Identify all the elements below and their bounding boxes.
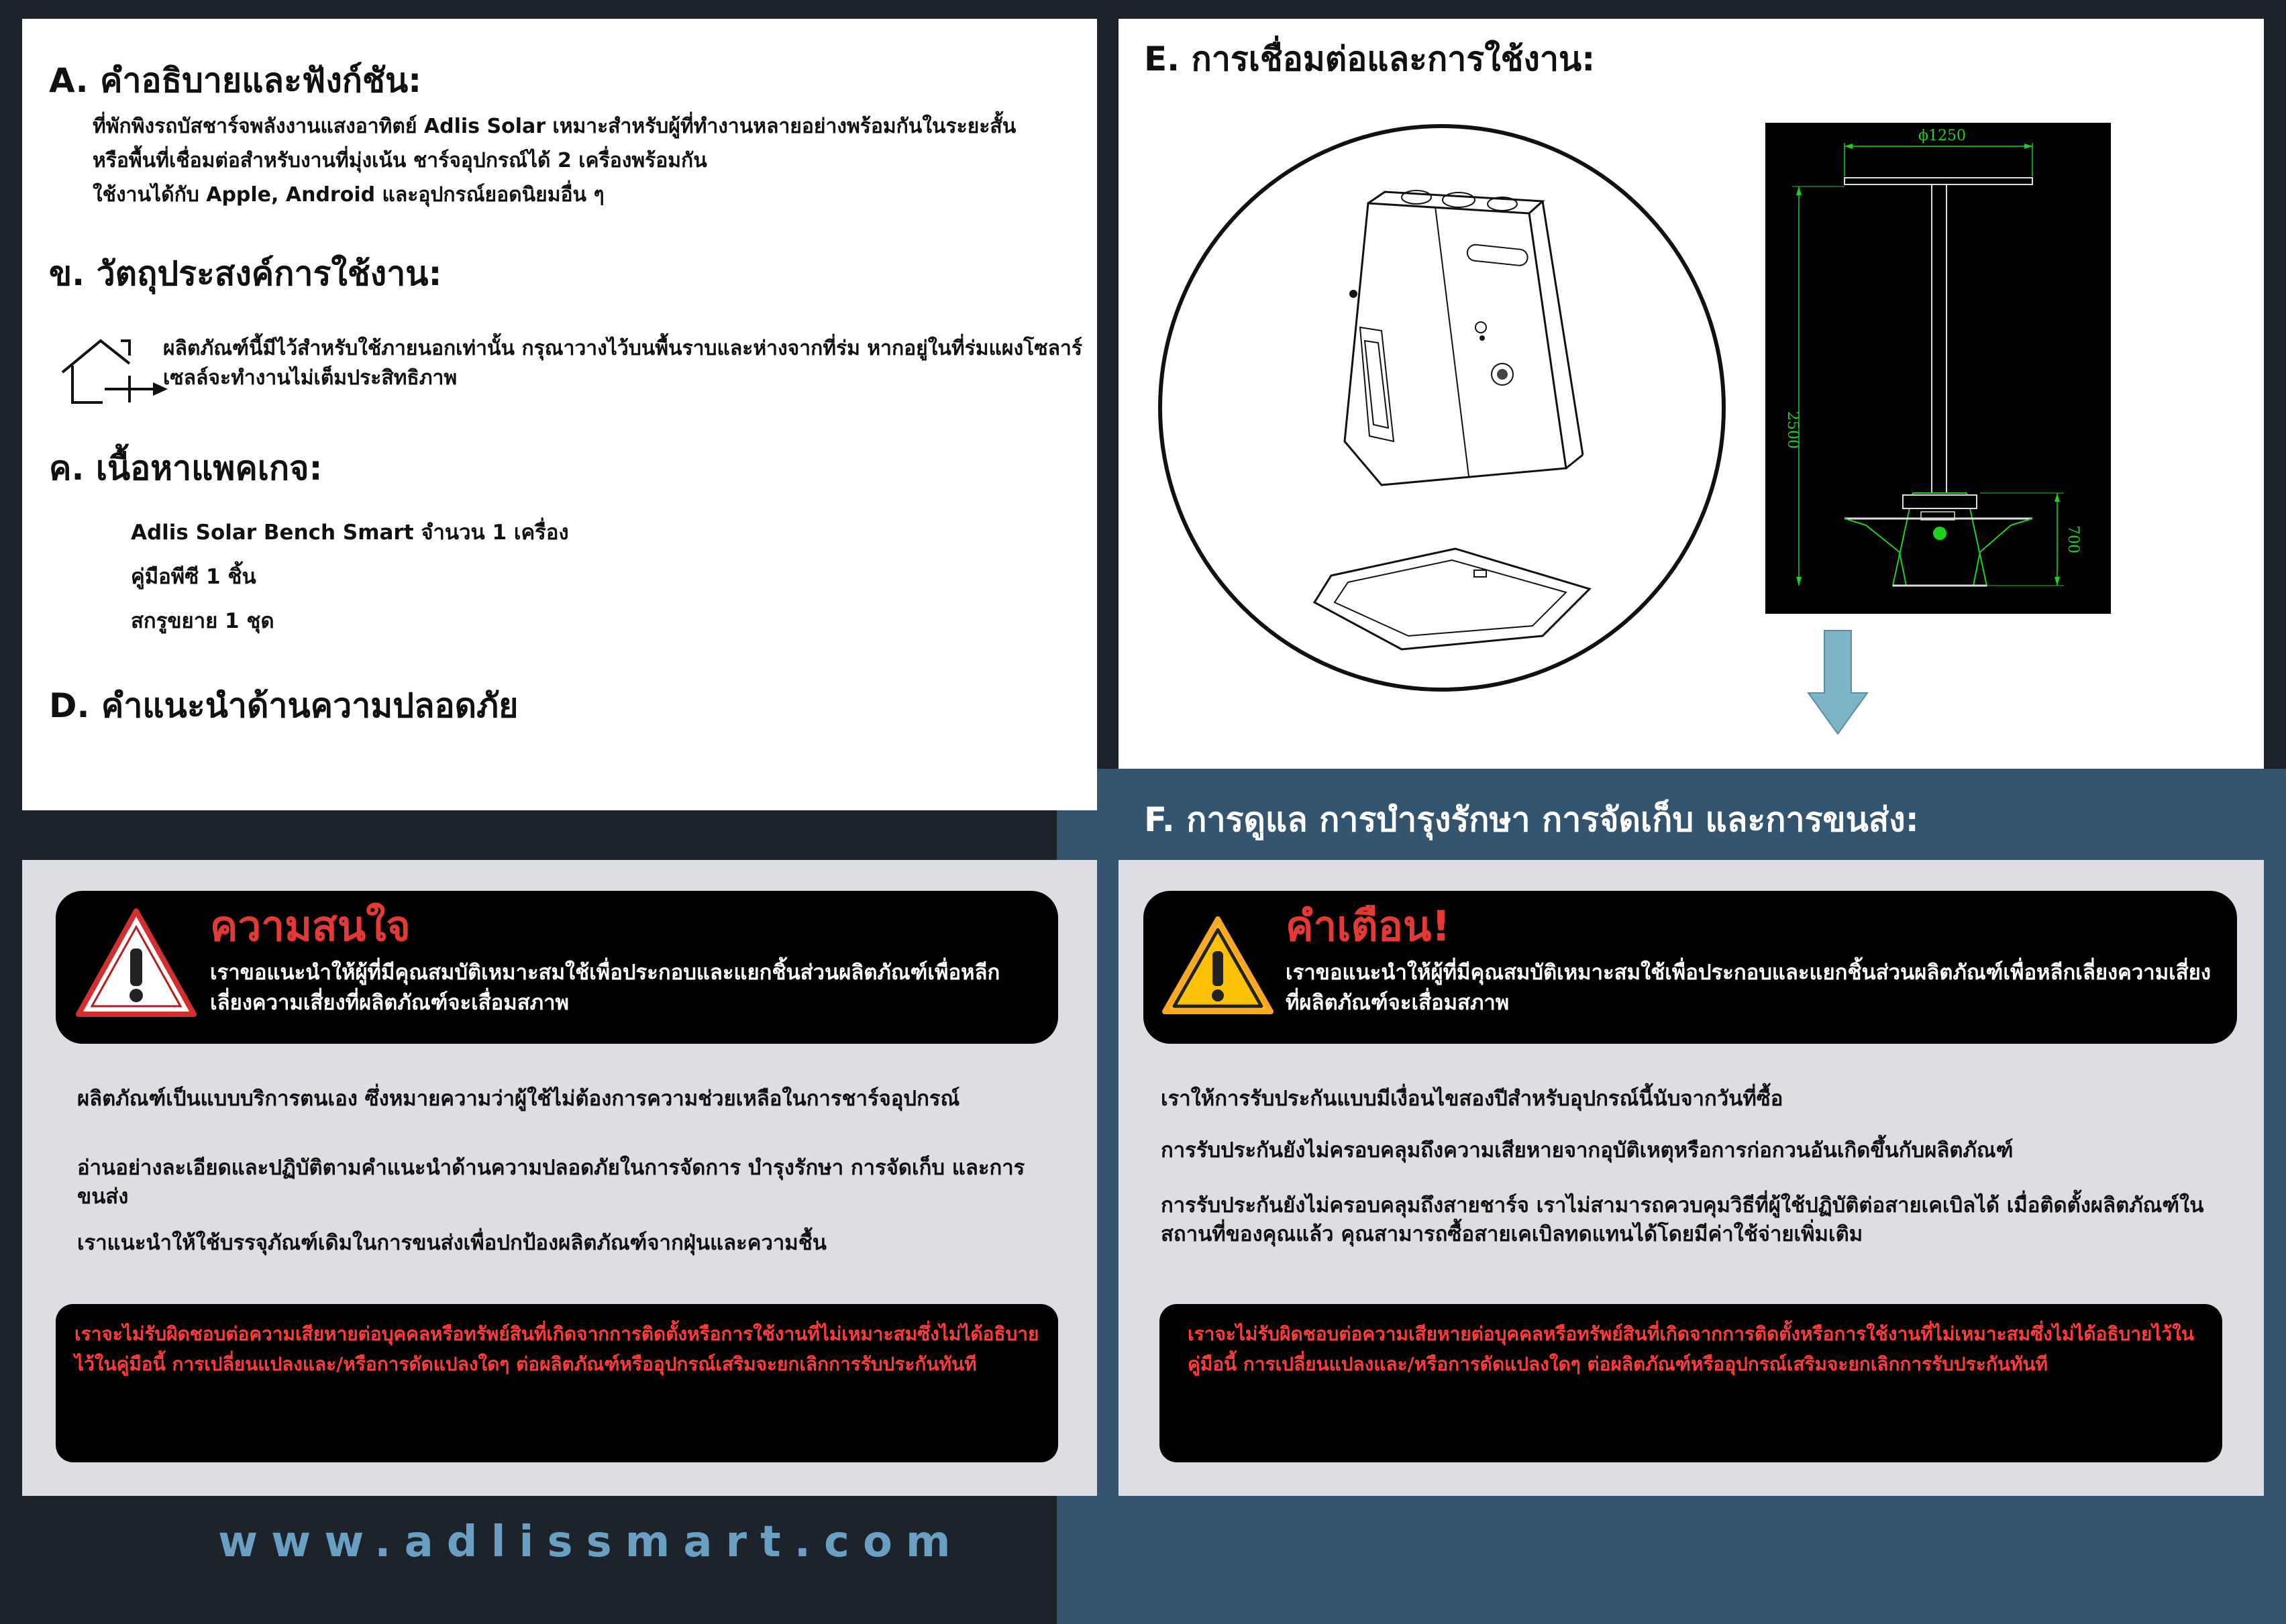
package-item: คู่มือพีซี 1 ชิ้น bbox=[131, 565, 256, 589]
website-url[interactable]: www.adlissmart.com bbox=[218, 1517, 964, 1567]
package-item: Adlis Solar Bench Smart จำนวน 1 เครื่อง bbox=[131, 521, 569, 545]
section-a-body bbox=[93, 109, 1072, 212]
package-item: สกรูขยาย 1 ชุด bbox=[131, 609, 274, 633]
safety-paragraph: เราแนะนำให้ใช้บรรจุภัณฑ์เดิมในการขนส่งเพื่อปกป้องผลิตภัณฑ์จากฝุ่นและความชื้น bbox=[77, 1231, 827, 1255]
arrow-down-icon bbox=[1807, 629, 1869, 737]
care-paragraph: การรับประกันยังไม่ครอบคลุมถึงสายชาร์จ เราไม่สามารถควบคุมวิธีที่ผู้ใช้ปฏิบัติต่อสายเคเบิลได้ เมื่อติดตั้งผลิตภัณฑ์ในสถานที่ของคุณแล้ว คุณสามารถซื้อสายเคเบิลทดแทนได้โดยมีค่าใช้จ่ายเพิ่มเติม bbox=[1161, 1193, 2204, 1247]
safety-paragraph: ผลิตภัณฑ์เป็นแบบบริการตนเอง ซึ่งหมายความว่าผู้ใช้ไม่ต้องการความช่วยเหลือในการชาร์จอุปกรณ์ bbox=[77, 1087, 960, 1111]
disclaimer-text: เราจะไม่รับผิดชอบต่อความเสียหายต่อบุคคลหรือทรัพย์สินที่เกิดจากการติดตั้งหรือการใช้งานที่ไม่เหมาะสมซึ่งไม่ได้อธิบายไว้ในคู่มือนี้ การเปลี่ยนแปลงและ/หรือการดัดแปลงใดๆ ต่อผลิตภัณฑ์หรืออุปกรณ์เสริมจะยกเลิกการรับประกันทันที bbox=[74, 1323, 1039, 1376]
safety-paragraph: อ่านอย่างละเอียดและปฏิบัติตามคำแนะนำด้านความปลอดภัยในการจัดการ บำรุงรักษา การจัดเก็บ และการขนส่ง bbox=[77, 1156, 1025, 1209]
section-a-line: หรือพื้นที่เชื่อมต่อสำหรับงานที่มุ่งเน้น ชาร์จอุปกรณ์ได้ 2 เครื่องพร้อมกัน bbox=[93, 149, 707, 172]
attention-title: ความสนใจ bbox=[210, 902, 411, 951]
section-a-title: A. คำอธิบายและฟังก์ชัน: bbox=[49, 61, 422, 100]
section-b-title: ข. วัตถุประสงค์การใช้งาน: bbox=[49, 254, 442, 293]
section-c-title: ค. เนื้อหาแพคเกจ: bbox=[49, 449, 323, 488]
section-f-title: F. การดูแล การบำรุงรักษา การจัดเก็บ และการขนส่ง: bbox=[1144, 800, 1919, 839]
disclaimer-box bbox=[1159, 1304, 2222, 1462]
dimension-top-label: ϕ1250 bbox=[1918, 127, 1966, 144]
product-exploded-drawing bbox=[1153, 119, 1730, 696]
attention-text: เราขอแนะนำให้ผู้ที่มีคุณสมบัติเหมาะสมใช้เพื่อประกอบและแยกชิ้นส่วนผลิตภัณฑ์เพื่อหลีกเลี่ยงความเสี่ยงที่ผลิตภัณฑ์จะเสื่อมสภาพ bbox=[210, 961, 1000, 1015]
house-exit-icon bbox=[59, 335, 173, 409]
section-d-title: D. คำแนะนำด้านความปลอดภัย bbox=[49, 686, 519, 725]
care-paragraph: เราให้การรับประกันแบบมีเงื่อนไขสองปีสำหรับอุปกรณ์นี้นับจากวันที่ซื้อ bbox=[1161, 1087, 1783, 1111]
care-paragraph: การรับประกันยังไม่ครอบคลุมถึงความเสียหายจากอุบัติเหตุหรือการก่อกวนอันเกิดขึ้นกับผลิตภัณฑ์ bbox=[1161, 1138, 2014, 1162]
section-e-title: E. การเชื่อมต่อและการใช้งาน: bbox=[1144, 40, 1596, 78]
panel-description bbox=[22, 19, 1097, 810]
section-a-line: ใช้งานได้กับ Apple, Android และอุปกรณ์ยอดนิยมอื่น ๆ bbox=[93, 183, 605, 207]
panel-care bbox=[1119, 860, 2264, 1496]
cad-dimension-drawing bbox=[1765, 123, 2111, 614]
warning-box bbox=[1143, 891, 2237, 1044]
warning-triangle-yellow-icon bbox=[1161, 915, 1275, 1016]
warning-text: เราขอแนะนำให้ผู้ที่มีคุณสมบัติเหมาะสมใช้เพื่อประกอบและแยกชิ้นส่วนผลิตภัณฑ์เพื่อหลีกเลี่ยงความเสี่ยงที่ผลิตภัณฑ์จะเสื่อมสภาพ bbox=[1286, 961, 2211, 1015]
section-a-line: ที่พักพิงรถบัสชาร์จพลังงานแสงอาทิตย์ Adlis Solar เหมาะสำหรับผู้ที่ทำงานหลายอย่างพร้อมกันในระยะสั้น bbox=[93, 115, 1017, 138]
dimension-seat-label: 700 bbox=[2065, 525, 2081, 553]
disclaimer-box bbox=[56, 1304, 1058, 1462]
panel-connection bbox=[1119, 19, 2264, 769]
disclaimer-text: เราจะไม่รับผิดชอบต่อความเสียหายต่อบุคคลหรือทรัพย์สินที่เกิดจากการติดตั้งหรือการใช้งานที่ไม่เหมาะสมซึ่งไม่ได้อธิบายไว้ในคู่มือนี้ การเปลี่ยนแปลงและ/หรือการดัดแปลงใดๆ ต่อผลิตภัณฑ์หรืออุปกรณ์เสริมจะยกเลิกการรับประกันทันที bbox=[1188, 1323, 2195, 1376]
warning-triangle-red-icon bbox=[76, 908, 197, 1018]
panel-safety bbox=[22, 860, 1097, 1496]
warning-title: คำเตือน! bbox=[1286, 902, 1451, 951]
attention-box bbox=[56, 891, 1058, 1044]
section-b-text: ผลิตภัณฑ์นี้มีไว้สำหรับใช้ภายนอกเท่านั้น กรุณาวางไว้บนพื้นราบและห่างจากที่ร่ม หากอยู่ในที่ร่มแผงโซลาร์เซลล์จะทำงานไม่เต็มประสิทธิภาพ bbox=[163, 337, 1082, 390]
dimension-height-label: 2500 bbox=[1784, 411, 1801, 449]
